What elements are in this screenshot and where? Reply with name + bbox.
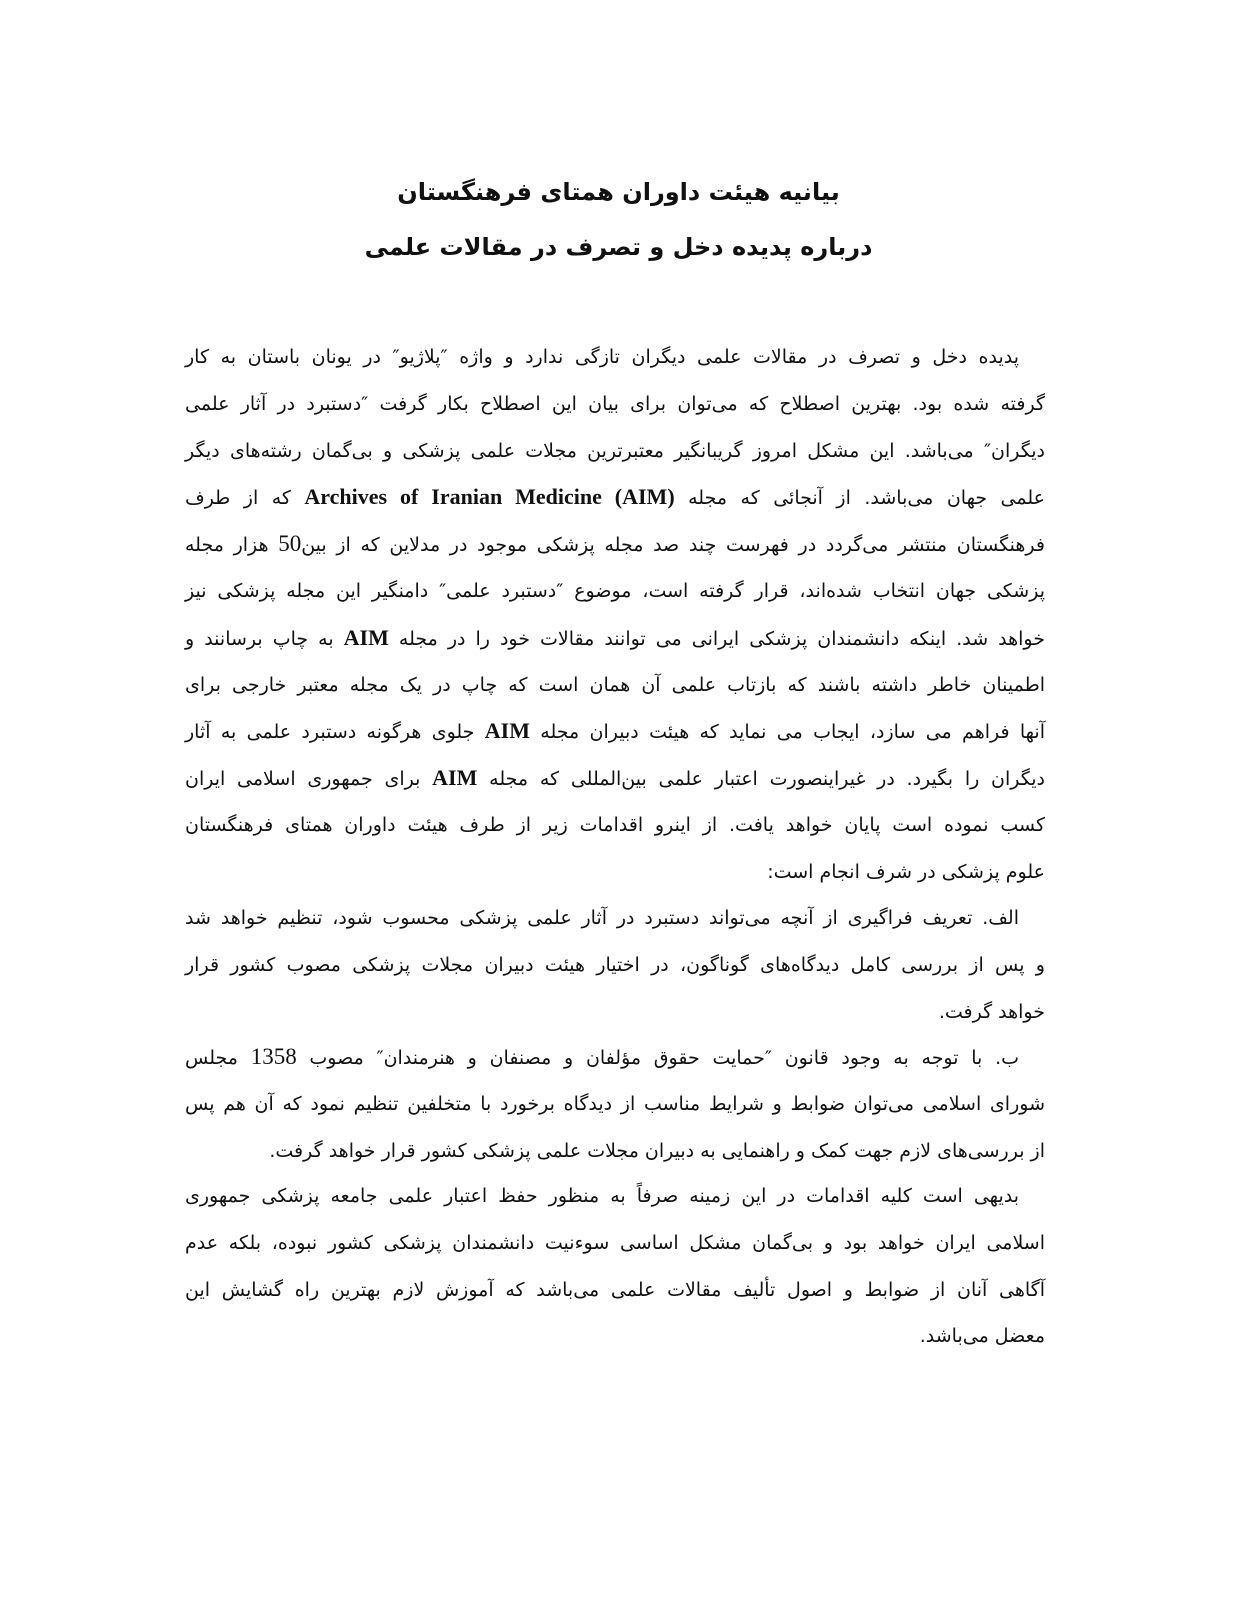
text-segment: خواهد گرفت. bbox=[938, 1000, 1045, 1023]
text-segment: معضل می‌باشد. bbox=[919, 1325, 1045, 1348]
text-segment: کسب نموده است پایان خواهد یافت. از اینرو اقدامات زیر از طرف هیئت داوران همتای فرهنگستان bbox=[185, 813, 1045, 836]
text-segment: و پس از بررسی کامل دیدگاه‌های گوناگون، در اختیار هیئت دبیران مجلات پزشکی مصوب کشور قرار bbox=[185, 953, 1045, 976]
text-line bbox=[185, 474, 1045, 521]
text-line bbox=[185, 521, 1045, 568]
journal-name: AIM bbox=[432, 765, 478, 791]
text-line bbox=[185, 1267, 1045, 1314]
text-segment: ب. با توجه به وجود قانون ″حمایت حقوق مؤلفان و مصنفان و هنرمندان″ مصوب bbox=[296, 1047, 1019, 1069]
number: 50 bbox=[278, 531, 302, 557]
statement-title: بیانیه هیئت داوران همتای فرهنگستان bbox=[397, 178, 840, 206]
text-segment: که از طرف bbox=[185, 487, 305, 510]
text-segment: به چاپ برسانند و bbox=[185, 627, 344, 650]
text-segment: پدیده دخل و تصرف در مقالات علمی دیگران تازگی ندارد و واژه ″پلاژیو″ در یونان باستان به کار bbox=[185, 346, 1019, 368]
text-line bbox=[185, 989, 1045, 1036]
text-line bbox=[185, 662, 1045, 709]
text-segment: دیگران را بگیرد. در غیراینصورت اعتبار علمی بین‌المللی که مجله bbox=[477, 768, 1045, 791]
text-segment: هزار مجله bbox=[185, 534, 279, 557]
text-line bbox=[185, 708, 1045, 755]
text-line bbox=[185, 334, 1045, 381]
text-segment: گرفته شده بود. بهترین اصطلاح که می‌توان برای بیان این اصطلاح بکار گرفت ″دستبرد در آثار علمی bbox=[185, 392, 1045, 415]
text-line bbox=[185, 849, 1045, 896]
text-line bbox=[185, 615, 1045, 662]
text-segment: علوم پزشکی در شرف انجام است: bbox=[767, 860, 1045, 883]
text-segment: علمی جهان می‌باشد. از آنجائی که مجله bbox=[674, 487, 1045, 510]
journal-name: Archives of Iranian Medicine (AIM) bbox=[304, 484, 675, 510]
text-line bbox=[185, 895, 1045, 942]
text-segment: برای جمهوری اسلامی ایران bbox=[185, 768, 433, 791]
number: 1358 bbox=[250, 1044, 297, 1069]
text-segment: فرهنگستان منتشر می‌گردد در فهرست چند صد مجله پزشکی موجود در مدلاین که از بین bbox=[301, 534, 1045, 557]
text-line bbox=[185, 568, 1045, 615]
text-segment: آگاهی آنان از ضوابط و اصول تألیف مقالات علمی می‌باشد که آموزش لازم بهترین راه گشایش این bbox=[185, 1278, 1045, 1301]
text-segment: الف. تعریف فراگیری از آنچه می‌تواند دستبرد در آثار علمی پزشکی محسوب شود، تنظیم خواهد شد bbox=[185, 907, 1019, 929]
text-line bbox=[185, 755, 1045, 802]
paragraph-item-alef bbox=[185, 895, 1045, 1035]
text-line bbox=[185, 1173, 1045, 1220]
journal-name: AIM bbox=[484, 718, 530, 744]
text-line bbox=[185, 428, 1045, 475]
text-segment: مجلس bbox=[185, 1047, 251, 1069]
statement-subtitle: درباره پدیده دخل و تصرف در مقالات علمی bbox=[364, 233, 873, 261]
text-line bbox=[185, 1313, 1045, 1360]
text-segment: خواهد شد. اینکه دانشمندان پزشکی ایرانی می توانند مقالات خود را در مجله bbox=[388, 627, 1045, 650]
text-line bbox=[185, 802, 1045, 849]
text-line bbox=[185, 1034, 1045, 1081]
text-line bbox=[185, 1128, 1045, 1175]
paragraph-conclusion bbox=[185, 1173, 1045, 1360]
text-segment: جلوی هرگونه دستبرد علمی به آثار bbox=[185, 721, 485, 744]
text-line bbox=[185, 942, 1045, 989]
text-line bbox=[185, 381, 1045, 428]
paragraph-item-be bbox=[185, 1034, 1045, 1174]
text-line bbox=[185, 1220, 1045, 1267]
text-segment: آنها فراهم می سازد، ایجاب می نماید که هیئت دبیران مجله bbox=[529, 721, 1046, 744]
text-segment: پزشکی جهان انتخاب شده‌اند، قرار گرفته است، موضوع ″دستبرد علمی″ دامنگیر این مجله پزشکی نیز bbox=[185, 579, 1045, 602]
text-line bbox=[185, 1081, 1045, 1128]
text-segment: از بررسی‌های لازم جهت کمک و راهنمایی به دبیران مجلات علمی پزشکی کشور قرار خواهد گرفت. bbox=[269, 1139, 1045, 1162]
text-segment: اسلامی ایران خواهد بود و بی‌گمان مشکل اساسی سوءنیت دانشمندان پزشکی کشور نبوده، بلکه عدم bbox=[185, 1231, 1045, 1254]
journal-name: AIM bbox=[343, 624, 389, 650]
paragraph-intro bbox=[185, 334, 1045, 896]
text-segment: دیگران″ می‌باشد. این مشکل امروز گریبانگیر معتبرترین مجلات علمی پزشکی و بی‌گمان رشته‌های دیگر bbox=[185, 439, 1045, 462]
text-segment: شورای اسلامی می‌توان ضوابط و شرایط مناسب از دیدگاه برخورد با متخلفین تنظیم نمود که آن هم پس bbox=[185, 1092, 1045, 1115]
text-segment: بدیهی است کلیه اقدامات در این زمینه صرفاً به منظور حفظ اعتبار علمی جامعه پزشکی جمهوری bbox=[185, 1185, 1019, 1207]
text-segment: اطمینان خاطر داشته باشند که بازتاب علمی آن همان است که چاپ در یک مجله معتبر خارجی برای bbox=[185, 673, 1045, 696]
